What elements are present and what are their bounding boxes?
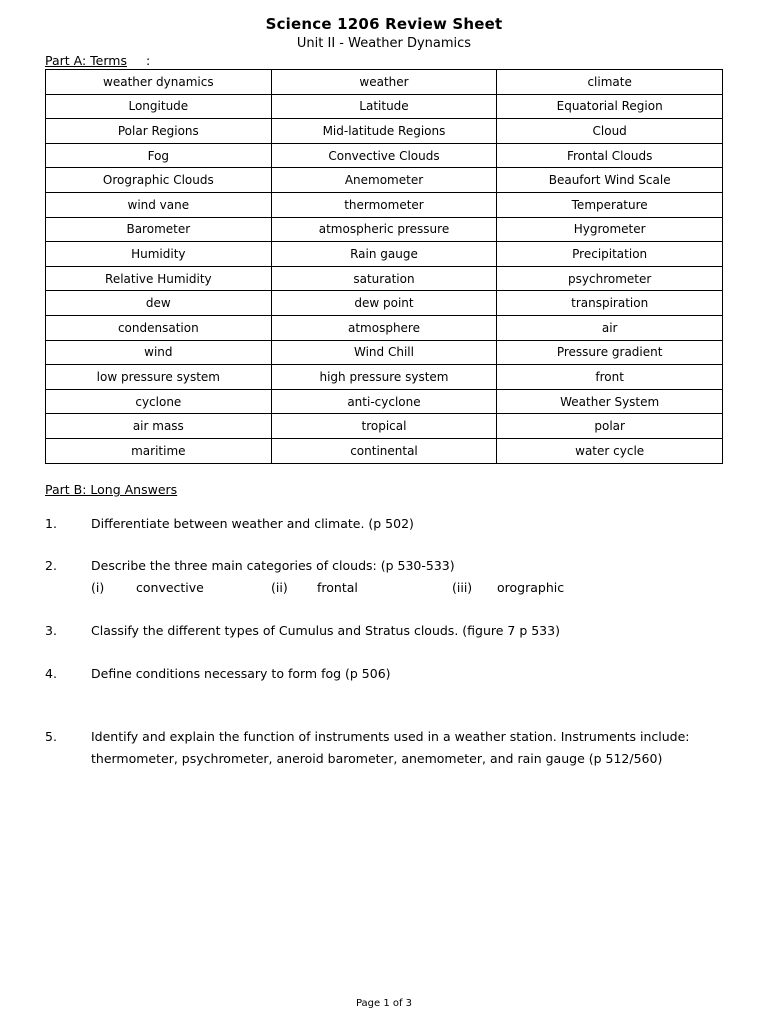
term-cell: low pressure system — [46, 365, 272, 390]
term-cell: Precipitation — [497, 242, 723, 267]
term-cell: polar — [497, 414, 723, 439]
term-cell: condensation — [46, 315, 272, 340]
term-cell: dew — [46, 291, 272, 316]
terms-row — [46, 242, 723, 267]
cloud-category-label: (ii) — [271, 580, 288, 595]
part-b-heading: Part B: Long Answers — [45, 482, 178, 497]
terms-row — [46, 414, 723, 439]
term-cell: dew point — [271, 291, 497, 316]
term-cell: Frontal Clouds — [497, 143, 723, 168]
question-number: 2. — [45, 558, 57, 573]
page-number: Page 1 of 3 — [355, 998, 413, 1009]
document-title: Science 1206 Review Sheet — [265, 15, 503, 33]
terms-row — [46, 365, 723, 390]
term-cell: Barometer — [46, 217, 272, 242]
term-cell: Longitude — [46, 94, 272, 119]
term-cell: Orographic Clouds — [46, 168, 272, 193]
question-text: Differentiate between weather and climate. (p 502) — [91, 516, 414, 531]
term-cell: Beaufort Wind Scale — [497, 168, 723, 193]
term-cell: cyclone — [46, 389, 272, 414]
term-cell: wind vane — [46, 192, 272, 217]
term-cell: climate — [497, 70, 723, 95]
document-subtitle: Unit II - Weather Dynamics — [296, 36, 472, 51]
term-cell: psychrometer — [497, 266, 723, 291]
terms-row — [46, 217, 723, 242]
cloud-category-text: convective — [136, 580, 204, 595]
term-cell: air — [497, 315, 723, 340]
terms-row — [46, 94, 723, 119]
question-text: Identify and explain the function of instruments used in a weather station. Instruments include: thermometer, psychrometer, aneroid barometer, anemometer, and rain gauge (p 512/560) — [91, 729, 690, 766]
term-cell: Equatorial Region — [497, 94, 723, 119]
terms-row — [46, 119, 723, 144]
term-cell: Humidity — [46, 242, 272, 267]
term-cell: water cycle — [497, 438, 723, 463]
cloud-category-label: (iii) — [452, 580, 473, 595]
term-cell: front — [497, 365, 723, 390]
term-cell: Latitude — [271, 94, 497, 119]
terms-row — [46, 438, 723, 463]
terms-row — [46, 143, 723, 168]
part-a-colon: : — [146, 53, 151, 68]
part-a-heading: Part A: Terms — [45, 53, 127, 68]
term-cell: weather — [271, 70, 497, 95]
term-cell: wind — [46, 340, 272, 365]
term-cell: Hygrometer — [497, 217, 723, 242]
term-cell: Relative Humidity — [46, 266, 272, 291]
terms-row — [46, 168, 723, 193]
term-cell: Wind Chill — [271, 340, 497, 365]
cloud-category-label: (i) — [91, 580, 105, 595]
question-number: 5. — [45, 729, 57, 744]
term-cell: saturation — [271, 266, 497, 291]
term-cell: anti-cyclone — [271, 389, 497, 414]
terms-row — [46, 389, 723, 414]
question-number: 3. — [45, 623, 57, 638]
term-cell: maritime — [46, 438, 272, 463]
term-cell: atmosphere — [271, 315, 497, 340]
terms-row — [46, 192, 723, 217]
term-cell: tropical — [271, 414, 497, 439]
question-text: Define conditions necessary to form fog (p 506) — [91, 666, 391, 681]
cloud-category-text: orographic — [497, 580, 565, 595]
term-cell: Anemometer — [271, 168, 497, 193]
term-cell: Rain gauge — [271, 242, 497, 267]
question-number: 4. — [45, 666, 57, 681]
term-cell: transpiration — [497, 291, 723, 316]
question-text: Describe the three main categories of clouds: (p 530-533) — [91, 558, 455, 573]
question-text: Classify the different types of Cumulus and Stratus clouds. (figure 7 p 533) — [91, 623, 560, 638]
term-cell: thermometer — [271, 192, 497, 217]
term-cell: Temperature — [497, 192, 723, 217]
term-cell: Weather System — [497, 389, 723, 414]
term-cell: Mid-latitude Regions — [271, 119, 497, 144]
term-cell: continental — [271, 438, 497, 463]
terms-row — [46, 70, 723, 95]
term-cell: high pressure system — [271, 365, 497, 390]
term-cell: Pressure gradient — [497, 340, 723, 365]
term-cell: Fog — [46, 143, 272, 168]
term-cell: air mass — [46, 414, 272, 439]
terms-row — [46, 266, 723, 291]
term-cell: Cloud — [497, 119, 723, 144]
cloud-category-text: frontal — [317, 580, 358, 595]
term-cell: atmospheric pressure — [271, 217, 497, 242]
terms-row — [46, 340, 723, 365]
terms-row — [46, 291, 723, 316]
term-cell: Convective Clouds — [271, 143, 497, 168]
term-cell: weather dynamics — [46, 70, 272, 95]
question-number: 1. — [45, 516, 57, 531]
term-cell: Polar Regions — [46, 119, 272, 144]
terms-table — [45, 69, 723, 464]
terms-row — [46, 315, 723, 340]
